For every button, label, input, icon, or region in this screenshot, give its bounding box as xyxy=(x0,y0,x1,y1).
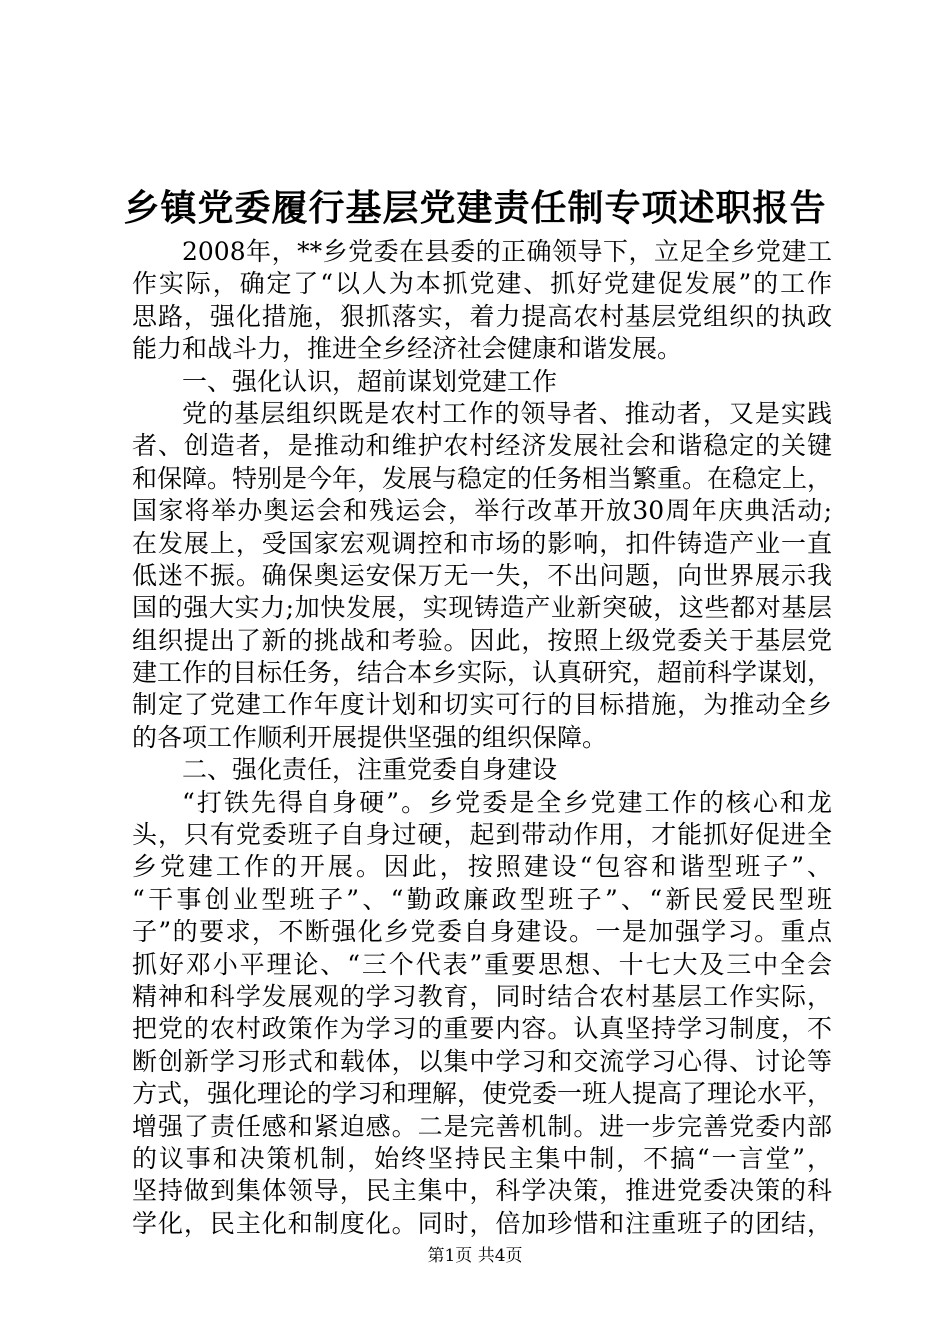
text-line: 抓好邓小平理论、“三个代表”重要思想、十七大及三中全会 xyxy=(132,949,832,979)
document-body xyxy=(132,236,832,1240)
text-line: 作实际，确定了“以人为本抓党建、抓好党建促发展”的工作 xyxy=(132,269,832,299)
text-line: 能力和战斗力，推进全乡经济社会健康和谐发展。 xyxy=(132,334,683,364)
text-line: 把党的农村政策作为学习的重要内容。认真坚持学习制度，不 xyxy=(132,1014,832,1044)
text-line: 方式，强化理论的学习和理解，使党委一班人提高了理论水平， xyxy=(132,1079,833,1109)
text-line: 者、创造者，是推动和维护农村经济发展社会和谐稳定的关键 xyxy=(132,431,832,461)
text-line: “打铁先得自身硬”。乡党委是全乡党建工作的核心和龙 xyxy=(182,787,832,817)
text-line: 制定了党建工作年度计划和切实可行的目标措施，为推动全乡 xyxy=(132,690,832,720)
page-footer: 第1页 共4页 xyxy=(427,1246,523,1266)
text-line: 国的强大实力;加快发展，实现铸造产业新突破，这些都对基层 xyxy=(132,593,832,623)
text-line: 建工作的目标任务，结合本乡实际，认真研究，超前科学谋划， xyxy=(132,658,833,688)
text-line: 学化，民主化和制度化。同时，倍加珍惜和注重班子的团结， xyxy=(132,1208,832,1238)
text-line: 精神和科学发展观的学习教育，同时结合农村基层工作实际， xyxy=(132,981,832,1011)
text-line: 断创新学习形式和载体，以集中学习和交流学习心得、讨论等 xyxy=(132,1046,832,1076)
text-line: 坚持做到集体领导，民主集中，科学决策，推进党委决策的科 xyxy=(132,1176,832,1206)
text-line: 国家将举办奥运会和残运会，举行改革开放30周年庆典活动; xyxy=(132,496,832,526)
text-line: 的各项工作顺利开展提供坚强的组织保障。 xyxy=(132,722,608,752)
document-title: 乡镇党委履行基层党建责任制专项述职报告 xyxy=(123,187,827,229)
text-line: “干事创业型班子”、“勤政廉政型班子”、“新民爱民型班 xyxy=(132,884,832,914)
text-line: 2008年，**乡党委在县委的正确领导下，立足全乡党建工 xyxy=(182,237,832,266)
text-line: 二、强化责任，注重党委自身建设 xyxy=(182,755,558,785)
text-line: 一、强化认识，超前谋划党建工作 xyxy=(182,366,558,396)
text-line: 头，只有党委班子自身过硬，起到带动作用，才能抓好促进全 xyxy=(132,820,832,850)
text-line: 低迷不振。确保奥运安保万无一失，不出问题，向世界展示我 xyxy=(132,560,832,590)
text-line: 子”的要求，不断强化乡党委自身建设。一是加强学习。重点 xyxy=(132,917,832,947)
text-line: 增强了责任感和紧迫感。二是完善机制。进一步完善党委内部 xyxy=(132,1111,832,1141)
text-line: 党的基层组织既是农村工作的领导者、推动者，又是实践 xyxy=(182,398,832,428)
text-line: 在发展上，受国家宏观调控和市场的影响，扣件铸造产业一直 xyxy=(132,528,832,558)
text-line: 思路，强化措施，狠抓落实，着力提高农村基层党组织的执政 xyxy=(132,301,832,331)
text-line: 组织提出了新的挑战和考验。因此，按照上级党委关于基层党 xyxy=(132,625,832,655)
text-line: 的议事和决策机制，始终坚持民主集中制，不搞“一言堂”， xyxy=(132,1143,832,1173)
text-line: 乡党建工作的开展。因此，按照建设“包容和谐型班子”、 xyxy=(132,852,832,882)
text-line: 和保障。特别是今年，发展与稳定的任务相当繁重。在稳定上， xyxy=(132,463,833,493)
